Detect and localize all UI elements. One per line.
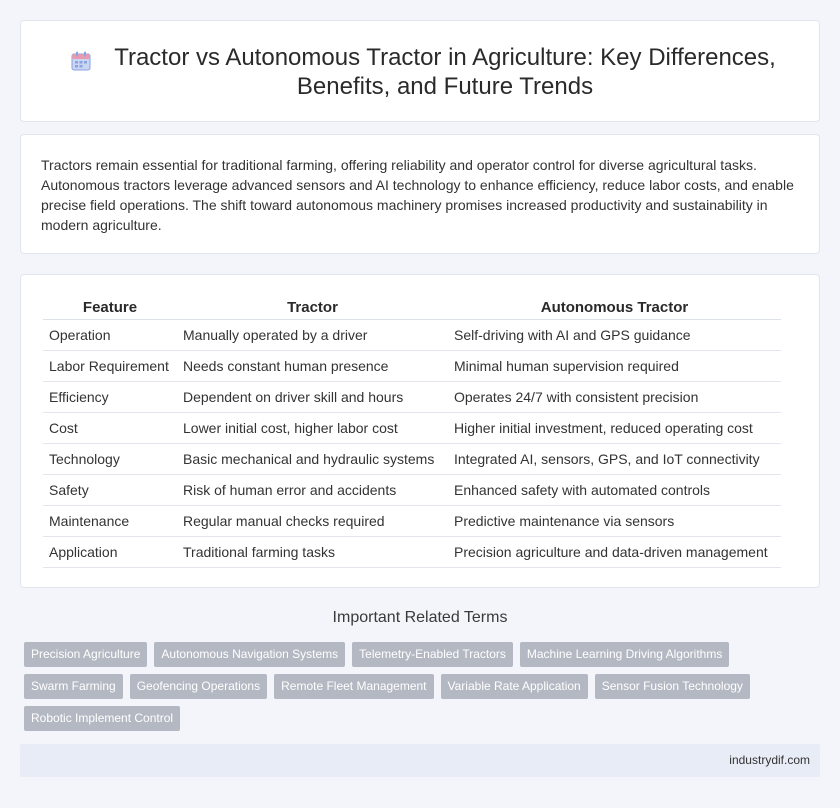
- related-terms-title: Important Related Terms: [332, 609, 508, 626]
- table-cell: Operation: [43, 319, 177, 350]
- table-cell: Risk of human error and accidents: [177, 474, 448, 505]
- table-header-row: [43, 297, 781, 319]
- table-row: [43, 319, 781, 350]
- table-row: [43, 443, 781, 474]
- related-term-tag[interactable]: Telemetry-Enabled Tractors: [352, 642, 513, 667]
- table-cell: Dependent on driver skill and hours: [177, 381, 448, 412]
- intro-paragraph: Tractors remain essential for traditional farming, offering reliability and operator control for diverse agricultural tasks. Autonomous tractors leverage advanced sensors and AI technology to enhance efficiency, reduce labor costs, and enable precise field operations. The shift toward autonomous machinery promises increased productivity and sustainability in modern agriculture.: [41, 157, 794, 233]
- table-cell: Needs constant human presence: [177, 350, 448, 381]
- page-title: Tractor vs Autonomous Tractor in Agriculture: Key Differences, Benefits, and Future Trends: [114, 44, 776, 100]
- related-term-tag[interactable]: Remote Fleet Management: [274, 674, 433, 699]
- related-term-tag[interactable]: Autonomous Navigation Systems: [154, 642, 345, 667]
- related-term-tag[interactable]: Sensor Fusion Technology: [595, 674, 750, 699]
- table-row: [43, 381, 781, 412]
- table-cell: Application: [43, 536, 177, 567]
- table-row: [43, 536, 781, 567]
- table-cell: Traditional farming tasks: [177, 536, 448, 567]
- table-cell: Efficiency: [43, 381, 177, 412]
- table-cell: Minimal human supervision required: [448, 350, 781, 381]
- related-terms-list: [24, 642, 804, 731]
- table-cell: Higher initial investment, reduced operating cost: [448, 412, 781, 443]
- table-cell: Regular manual checks required: [177, 505, 448, 536]
- table-cell: Enhanced safety with automated controls: [448, 474, 781, 505]
- header-tractor: Tractor: [177, 297, 448, 319]
- table-cell: Operates 24/7 with consistent precision: [448, 381, 781, 412]
- related-term-tag[interactable]: Geofencing Operations: [130, 674, 267, 699]
- comparison-table: [43, 297, 781, 568]
- table-cell: Safety: [43, 474, 177, 505]
- related-term-tag[interactable]: Precision Agriculture: [24, 642, 147, 667]
- table-row: [43, 505, 781, 536]
- related-term-tag[interactable]: Swarm Farming: [24, 674, 123, 699]
- header-feature: Feature: [43, 297, 177, 319]
- table-row: [43, 412, 781, 443]
- related-term-tag[interactable]: Variable Rate Application: [441, 674, 588, 699]
- table-cell: Cost: [43, 412, 177, 443]
- table-cell: Basic mechanical and hydraulic systems: [177, 443, 448, 474]
- table-cell: Technology: [43, 443, 177, 474]
- related-term-tag[interactable]: Robotic Implement Control: [24, 706, 180, 731]
- intro-card: [20, 134, 820, 254]
- table-cell: Self-driving with AI and GPS guidance: [448, 319, 781, 350]
- header-autonomous-tractor: Autonomous Tractor: [448, 297, 781, 319]
- comparison-card: [20, 274, 820, 588]
- table-cell: Labor Requirement: [43, 350, 177, 381]
- table-cell: Lower initial cost, higher labor cost: [177, 412, 448, 443]
- footer: [20, 744, 820, 777]
- table-cell: Manually operated by a driver: [177, 319, 448, 350]
- table-cell: Maintenance: [43, 505, 177, 536]
- table-cell: Predictive maintenance via sensors: [448, 505, 781, 536]
- table-cell: Precision agriculture and data-driven management: [448, 536, 781, 567]
- table-cell: Integrated AI, sensors, GPS, and IoT connectivity: [448, 443, 781, 474]
- footer-site-link[interactable]: industrydif.com: [729, 753, 810, 767]
- related-term-tag[interactable]: Machine Learning Driving Algorithms: [520, 642, 729, 667]
- table-row: [43, 350, 781, 381]
- table-row: [43, 474, 781, 505]
- title-card: [20, 20, 820, 122]
